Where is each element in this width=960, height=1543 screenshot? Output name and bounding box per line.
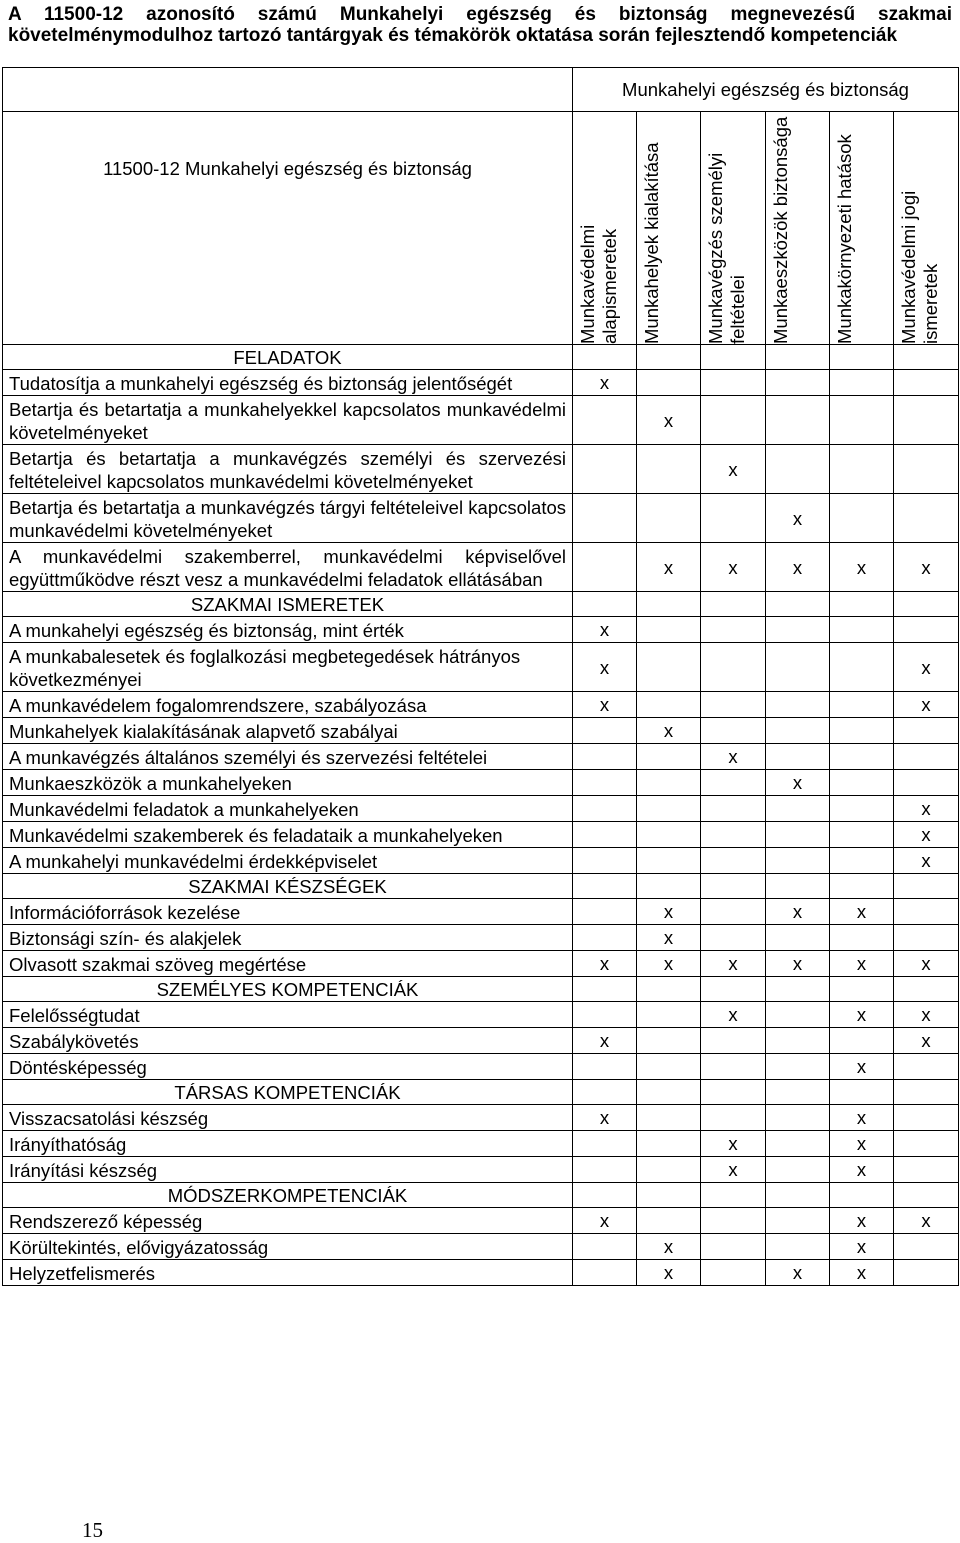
section-row: [3, 1183, 959, 1208]
mark-cell: [637, 1131, 701, 1157]
table-row: [3, 1054, 959, 1080]
mark-cell: [637, 1157, 701, 1183]
group-header: Munkahelyi egészség és biztonság: [573, 68, 959, 112]
row-label: Munkaeszközök a munkahelyeken: [3, 770, 573, 796]
table-row: [3, 1234, 959, 1260]
row-label: Munkavédelmi feladatok a munkahelyeken: [3, 796, 573, 822]
mark-cell: [766, 1131, 830, 1157]
section-title: SZAKMAI ISMERETEK: [3, 592, 573, 617]
mark-cell: [701, 796, 766, 822]
row-label: Betartja és betartatja a munkahelyekkel kapcsolatos munkavédelmi követelményeket: [3, 396, 573, 445]
mark-cell: [573, 1002, 637, 1028]
mark-cell: [766, 822, 830, 848]
mark-cell: [701, 1234, 766, 1260]
table-row: [3, 796, 959, 822]
mark-cell: [701, 1028, 766, 1054]
column-header: [701, 112, 766, 345]
mark-cell: [894, 1105, 959, 1131]
document-title: A 11500-12 azonosító számú Munkahelyi egészség és biztonság megnevezésű szakmai követelménymodulhoz tartozó tantárgyak és témakörök oktatása során fejlesztendő kompetenciák: [8, 4, 952, 46]
mark-cell: x: [573, 1105, 637, 1131]
mark-cell: [830, 822, 894, 848]
mark-cell: x: [766, 543, 830, 592]
row-label: Betartja és betartatja a munkavégzés személyi és szervezési feltételeivel kapcsolatos munkavédelmi követelményeket: [3, 445, 573, 494]
mark-cell: x: [830, 951, 894, 977]
mark-cell: x: [894, 822, 959, 848]
table-row: [3, 494, 959, 543]
row-label: Munkahelyek kialakításának alapvető szabályai: [3, 718, 573, 744]
mark-cell: x: [637, 1260, 701, 1286]
mark-cell: [766, 925, 830, 951]
section-row: [3, 874, 959, 899]
table-row: [3, 925, 959, 951]
mark-cell: [766, 617, 830, 643]
mark-cell: x: [573, 951, 637, 977]
mark-cell: [766, 1208, 830, 1234]
column-header-label: Munkavégzés személyi feltételei: [705, 152, 748, 344]
table-row: [3, 1260, 959, 1286]
row-label: Tudatosítja a munkahelyi egészség és biztonság jelentőségét: [3, 370, 573, 396]
mark-cell: [637, 1002, 701, 1028]
mark-cell: x: [637, 718, 701, 744]
mark-cell: x: [701, 951, 766, 977]
column-header: [894, 112, 959, 345]
mark-cell: [637, 822, 701, 848]
mark-cell: x: [573, 692, 637, 718]
row-label: Irányítási készség: [3, 1157, 573, 1183]
mark-cell: x: [766, 899, 830, 925]
mark-cell: [701, 718, 766, 744]
mark-cell: [766, 848, 830, 874]
table-row: [3, 770, 959, 796]
mark-cell: [573, 1234, 637, 1260]
mark-cell: x: [637, 543, 701, 592]
mark-cell: x: [894, 796, 959, 822]
mark-cell: [894, 617, 959, 643]
mark-cell: x: [573, 617, 637, 643]
table-row: [3, 445, 959, 494]
table-row: [3, 1002, 959, 1028]
mark-cell: [766, 1002, 830, 1028]
mark-cell: x: [894, 1208, 959, 1234]
mark-cell: [830, 744, 894, 770]
mark-cell: [573, 1054, 637, 1080]
mark-cell: [766, 1028, 830, 1054]
row-label: Irányíthatóság: [3, 1131, 573, 1157]
mark-cell: [894, 925, 959, 951]
mark-cell: x: [637, 396, 701, 445]
mark-cell: [830, 848, 894, 874]
mark-cell: [573, 718, 637, 744]
mark-cell: [894, 494, 959, 543]
column-header: [573, 112, 637, 345]
section-title: MÓDSZERKOMPETENCIÁK: [3, 1183, 573, 1208]
mark-cell: [637, 692, 701, 718]
mark-cell: x: [894, 1002, 959, 1028]
mark-cell: [701, 925, 766, 951]
mark-cell: [637, 494, 701, 543]
column-header-label: Munkakörnyezeti hatások: [834, 134, 855, 344]
table-row: [3, 396, 959, 445]
mark-cell: [766, 370, 830, 396]
mark-cell: [830, 396, 894, 445]
mark-cell: [573, 899, 637, 925]
mark-cell: [701, 848, 766, 874]
row-label: A munkavégzés általános személyi és szervezési feltételei: [3, 744, 573, 770]
mark-cell: x: [830, 1260, 894, 1286]
mark-cell: [830, 617, 894, 643]
mark-cell: x: [894, 848, 959, 874]
section-row: [3, 1080, 959, 1105]
mark-cell: [573, 796, 637, 822]
mark-cell: [894, 718, 959, 744]
table-row: [3, 543, 959, 592]
table-row: [3, 617, 959, 643]
mark-cell: [766, 1157, 830, 1183]
row-label: Körültekintés, elővigyázatosság: [3, 1234, 573, 1260]
column-header: [830, 112, 894, 345]
mark-cell: [701, 396, 766, 445]
row-label: Helyzetfelismerés: [3, 1260, 573, 1286]
mark-cell: [830, 770, 894, 796]
column-header-row: [3, 112, 959, 345]
mark-cell: [573, 1260, 637, 1286]
mark-cell: [766, 643, 830, 692]
mark-cell: [766, 796, 830, 822]
table-row: [3, 951, 959, 977]
mark-cell: [894, 1054, 959, 1080]
mark-cell: x: [701, 543, 766, 592]
section-title: FELADATOK: [3, 345, 573, 370]
row-label: A munkavédelem fogalomrendszere, szabályozása: [3, 692, 573, 718]
mark-cell: [701, 770, 766, 796]
section-title: SZAKMAI KÉSZSÉGEK: [3, 874, 573, 899]
mark-cell: [637, 643, 701, 692]
mark-cell: [766, 1054, 830, 1080]
mark-cell: [573, 445, 637, 494]
column-header-label: Munkavédelmi jogi ismeretek: [898, 190, 941, 344]
mark-cell: [830, 692, 894, 718]
mark-cell: [894, 744, 959, 770]
table-row: [3, 370, 959, 396]
row-label: Információforrások kezelése: [3, 899, 573, 925]
mark-cell: x: [766, 951, 830, 977]
mark-cell: [573, 1157, 637, 1183]
mark-cell: [830, 370, 894, 396]
mark-cell: [701, 1208, 766, 1234]
row-label: A munkahelyi egészség és biztonság, mint érték: [3, 617, 573, 643]
mark-cell: [573, 925, 637, 951]
mark-cell: [766, 396, 830, 445]
table-row: [3, 1028, 959, 1054]
mark-cell: x: [830, 1208, 894, 1234]
mark-cell: [830, 925, 894, 951]
row-label: Döntésképesség: [3, 1054, 573, 1080]
mark-cell: [766, 1105, 830, 1131]
mark-cell: x: [830, 1234, 894, 1260]
mark-cell: [894, 445, 959, 494]
table-row: [3, 1131, 959, 1157]
mark-cell: x: [573, 1208, 637, 1234]
column-header-label: Munkaeszközök biztonsága: [770, 116, 791, 344]
mark-cell: x: [894, 543, 959, 592]
mark-cell: [894, 1157, 959, 1183]
mark-cell: [637, 1054, 701, 1080]
mark-cell: [573, 1131, 637, 1157]
mark-cell: [701, 494, 766, 543]
mark-cell: x: [830, 1054, 894, 1080]
mark-cell: [573, 848, 637, 874]
mark-cell: [830, 1028, 894, 1054]
mark-cell: [637, 445, 701, 494]
mark-cell: [766, 445, 830, 494]
section-title: SZEMÉLYES KOMPETENCIÁK: [3, 977, 573, 1002]
mark-cell: x: [701, 445, 766, 494]
mark-cell: x: [573, 643, 637, 692]
mark-cell: [894, 396, 959, 445]
row-label: Biztonsági szín- és alakjelek: [3, 925, 573, 951]
mark-cell: x: [637, 1234, 701, 1260]
row-label: Olvasott szakmai szöveg megértése: [3, 951, 573, 977]
table-row: [3, 899, 959, 925]
mark-cell: [701, 617, 766, 643]
mark-cell: [830, 796, 894, 822]
mark-cell: x: [830, 1002, 894, 1028]
mark-cell: x: [701, 1157, 766, 1183]
mark-cell: [701, 1260, 766, 1286]
mark-cell: [701, 1054, 766, 1080]
mark-cell: [894, 370, 959, 396]
mark-cell: [894, 899, 959, 925]
mark-cell: [830, 494, 894, 543]
mark-cell: x: [766, 1260, 830, 1286]
row-label: Munkavédelmi szakemberek és feladataik a munkahelyeken: [3, 822, 573, 848]
mark-cell: [637, 1208, 701, 1234]
mark-cell: [766, 692, 830, 718]
module-label: 11500-12 Munkahelyi egészség és biztonság: [3, 112, 573, 345]
mark-cell: [766, 744, 830, 770]
mark-cell: x: [573, 370, 637, 396]
column-header: [637, 112, 701, 345]
mark-cell: [701, 370, 766, 396]
mark-cell: x: [830, 1105, 894, 1131]
mark-cell: [701, 1105, 766, 1131]
mark-cell: [637, 617, 701, 643]
mark-cell: x: [701, 744, 766, 770]
mark-cell: [573, 543, 637, 592]
mark-cell: x: [830, 1131, 894, 1157]
mark-cell: x: [637, 899, 701, 925]
mark-cell: [830, 643, 894, 692]
row-label: Rendszerező képesség: [3, 1208, 573, 1234]
mark-cell: x: [894, 692, 959, 718]
mark-cell: x: [701, 1131, 766, 1157]
mark-cell: x: [830, 543, 894, 592]
mark-cell: x: [766, 494, 830, 543]
row-label: Szabálykövetés: [3, 1028, 573, 1054]
mark-cell: [637, 744, 701, 770]
table-row: [3, 822, 959, 848]
mark-cell: x: [573, 1028, 637, 1054]
table-row: [3, 1157, 959, 1183]
mark-cell: [701, 643, 766, 692]
table-row: [3, 1105, 959, 1131]
table-row: [3, 1208, 959, 1234]
page-number: 15: [82, 1518, 103, 1542]
mark-cell: x: [637, 951, 701, 977]
column-header-label: Munkavédelmi alapismeretek: [577, 224, 620, 344]
mark-cell: [830, 445, 894, 494]
row-label: A munkabalesetek és foglalkozási megbetegedések hátrányos következményei: [3, 643, 573, 692]
row-label: A munkavédelmi szakemberrel, munkavédelmi képviselővel együttműködve részt vesz a munkavédelmi feladatok ellátásában: [3, 543, 573, 592]
mark-cell: [701, 899, 766, 925]
mark-cell: [894, 770, 959, 796]
mark-cell: x: [766, 770, 830, 796]
mark-cell: [573, 744, 637, 770]
mark-cell: [637, 796, 701, 822]
mark-cell: x: [894, 1028, 959, 1054]
table-row: [3, 848, 959, 874]
mark-cell: x: [894, 643, 959, 692]
row-label: A munkahelyi munkavédelmi érdekképviselet: [3, 848, 573, 874]
mark-cell: [573, 494, 637, 543]
mark-cell: x: [830, 899, 894, 925]
competency-table: [2, 67, 959, 1286]
mark-cell: x: [830, 1157, 894, 1183]
mark-cell: [894, 1234, 959, 1260]
mark-cell: [766, 1234, 830, 1260]
section-row: [3, 977, 959, 1002]
row-label: Felelősségtudat: [3, 1002, 573, 1028]
section-row: [3, 345, 959, 370]
column-header: [766, 112, 830, 345]
group-header-row: [3, 68, 959, 112]
table-row: [3, 692, 959, 718]
mark-cell: x: [894, 951, 959, 977]
mark-cell: [830, 718, 894, 744]
mark-cell: [637, 370, 701, 396]
section-row: [3, 592, 959, 617]
row-label: Betartja és betartatja a munkavégzés tárgyi feltételeivel kapcsolatos munkavédelmi követelményeket: [3, 494, 573, 543]
table-row: [3, 744, 959, 770]
mark-cell: [894, 1131, 959, 1157]
mark-cell: [894, 1260, 959, 1286]
mark-cell: [573, 770, 637, 796]
mark-cell: [637, 770, 701, 796]
mark-cell: x: [701, 1002, 766, 1028]
mark-cell: [766, 718, 830, 744]
mark-cell: [701, 822, 766, 848]
mark-cell: [637, 1105, 701, 1131]
section-title: TÁRSAS KOMPETENCIÁK: [3, 1080, 573, 1105]
table-row: [3, 643, 959, 692]
mark-cell: [701, 692, 766, 718]
column-header-label: Munkahelyek kialakítása: [641, 142, 662, 344]
mark-cell: [637, 848, 701, 874]
mark-cell: [573, 822, 637, 848]
mark-cell: x: [637, 925, 701, 951]
row-label: Visszacsatolási készség: [3, 1105, 573, 1131]
mark-cell: [637, 1028, 701, 1054]
mark-cell: [573, 396, 637, 445]
table-row: [3, 718, 959, 744]
